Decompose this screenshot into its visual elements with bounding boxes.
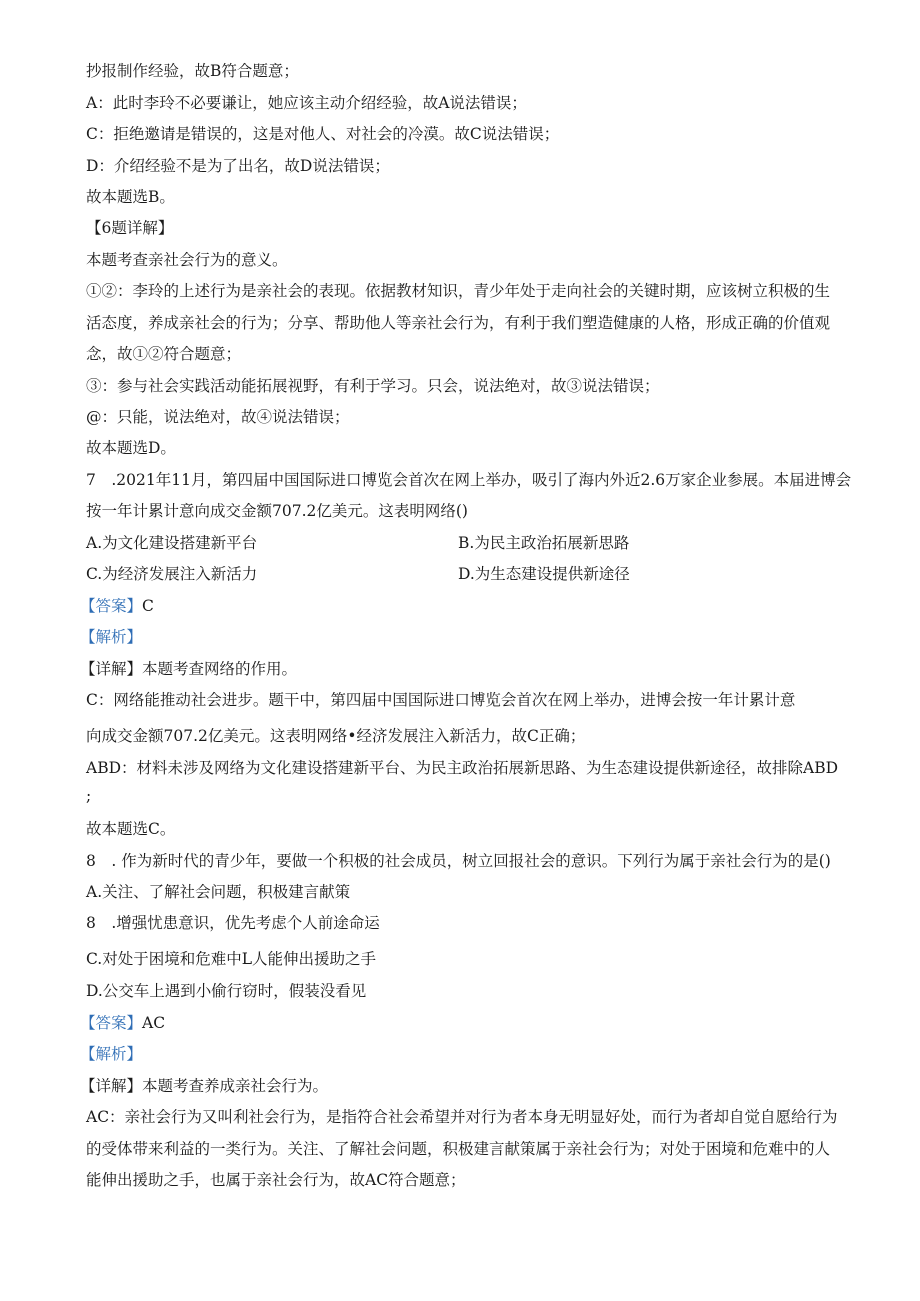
question-8-stem: 8 . 作为新时代的青少年，要做一个积极的社会成员，树立回报社会的意识。下列行为属于亲社会行为的是(): [86, 852, 831, 870]
detail-tag: 【详解】: [80, 1077, 143, 1095]
detail-text: 本题考查养成亲社会行为。: [142, 1077, 329, 1095]
q8-option-d: D.公交车上遇到小偷行窃时，假装没看见: [86, 982, 367, 1000]
analysis-tag: 【解析】: [80, 1045, 143, 1063]
text-line: @：只能，说法绝对，故④说法错误；: [86, 408, 350, 426]
text-line: 念，故①②符合题意；: [86, 345, 242, 363]
q7-option-b: B.为民主政治拓展新思路: [458, 534, 630, 552]
q8-option-c: C.对处于困境和危难中L人能伸出援助之手: [86, 950, 377, 968]
q8-option-a: A.关注、了解社会问题，积极建言献策: [86, 883, 351, 901]
text-line: 向成交金额707.2亿美元。这表明网络•经济发展注入新活力，故C正确；: [86, 727, 586, 745]
text-line: 活态度，养成亲社会的行为；分享、帮助他人等亲社会行为，有利于我们塑造健康的人格，形成正确的价值观: [86, 314, 831, 332]
text-line: 能伸出援助之手，也属于亲社会行为，故AC符合题意；: [86, 1171, 466, 1189]
question-7-stem: 按一年计累计意向成交金额707.2亿美元。这表明网络(): [86, 502, 468, 520]
text-line: ABD：材料未涉及网络为文化建设搭建新平台、为民主政治拓展新思路、为生态建设提供新途径，故排除ABD: [86, 759, 839, 777]
text-line: D：介绍经验不是为了出名，故D说法错误；: [86, 157, 390, 175]
detail-line: [80, 1076, 328, 1096]
detail-text: 本题考查网络的作用。: [142, 660, 298, 678]
text-line: 故本题选D。: [86, 439, 176, 457]
text-line: 故本题选B。: [86, 188, 175, 206]
text-line: ;: [86, 787, 92, 805]
text-line: 抄报制作经验，故B符合题意；: [86, 62, 299, 80]
question-7-stem: 7 .2021年11月，第四届中国国际进口博览会首次在网上举办，吸引了海内外近2.6万家企业参展。本届进博会: [86, 471, 852, 489]
text-line: ③：参与社会实践活动能拓展视野，有利于学习。只会，说法绝对，故③说法错误；: [86, 377, 660, 395]
answer-value: C: [142, 597, 154, 615]
text-line: AC：亲社会行为又叫利社会行为，是指符合社会希望并对行为者本身无明显好处，而行为者却自觉自愿给行为: [86, 1108, 838, 1126]
answer-value: AC: [142, 1014, 166, 1032]
answer-tag: 【答案】: [80, 1014, 143, 1032]
answer-line: [80, 1013, 165, 1033]
text-line: ①②：李玲的上述行为是亲社会的表现。依据教材知识，青少年处于走向社会的关键时期，应该树立积极的生: [86, 282, 831, 300]
detail-tag: 【详解】: [80, 660, 143, 678]
text-line: C：网络能推动社会进步。题干中，第四届中国国际进口博览会首次在网上举办，进博会按一年计累计意: [86, 691, 796, 709]
detail-line: [80, 659, 297, 679]
analysis-tag: 【解析】: [80, 628, 143, 646]
q7-option-a: A.为文化建设搭建新平台: [86, 534, 258, 552]
text-line: 的受体带来利益的一类行为。关注、了解社会问题，积极建言献策属于亲社会行为；对处于困境和危难中的人: [86, 1140, 831, 1158]
q7-option-c: C.为经济发展注入新活力: [86, 565, 258, 583]
text-line: 本题考查亲社会行为的意义。: [86, 251, 288, 269]
q7-option-d: D.为生态建设提供新途径: [458, 565, 630, 583]
section-heading: 【6题详解】: [86, 219, 174, 237]
answer-tag: 【答案】: [80, 597, 143, 615]
answer-line: [80, 596, 154, 616]
q8-option-b: 8 .增强忧患意识，优先考虑个人前途命运: [86, 914, 380, 932]
text-line: 故本题选C。: [86, 820, 176, 838]
text-line: C：拒绝邀请是错误的，这是对他人、对社会的冷漠。故C说法错误；: [86, 125, 560, 143]
text-line: A：此时李玲不必要谦让，她应该主动介绍经验，故A说法错误；: [86, 94, 527, 112]
